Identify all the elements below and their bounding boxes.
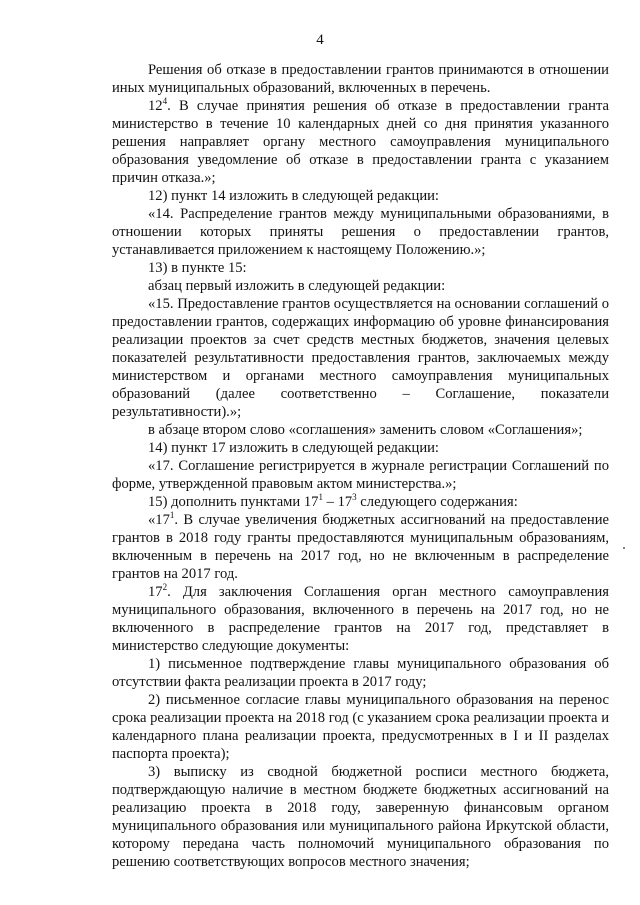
paragraph: 3) выписку из сводной бюджетной росписи местного бюджета, подтверждающую наличие в местном бюджете бюджетных ассигнований на реализацию проекта в 2018 году, заверенную финансовым органом муниципального образования или муниципального района Иркутской области, которому передана часть полномочий муниципального образования по решению соответствующих вопросов местного значения;	[112, 764, 609, 870]
superscript: 1	[169, 510, 175, 521]
paragraph: абзац первый изложить в следующей редакции:	[148, 278, 446, 294]
paragraph: 2) письменное согласие главы муниципального образования на перенос срока реализации проекта на 2018 год (с указанием срока реализации проекта и календарного плана реализации проекта, предусмотренных в I и II разделах паспорта проекта);	[112, 692, 609, 762]
superscript: 1	[318, 492, 323, 503]
paragraph: в абзаце втором слово «соглашения» заменить словом «Соглашения»;	[148, 422, 583, 438]
paragraph: «15. Предоставление грантов осуществляется на основании соглашений о предоставлении грантов, содержащих информацию об уровне финансирования реализации проектов за счет средств местных бюджетов, значения целевых показателей результативности предоставления грантов, заключаемых между министерством и органами местного самоуправления муниципальных образований (далее соответственно – Соглашение, показатели результативности).»;	[112, 296, 609, 420]
paragraph: Решения об отказе в предоставлении грантов принимаются в отношении иных муниципальных образований, включенных в перечень.	[112, 62, 609, 96]
paragraph: 15) дополнить пунктами $17^1 - 17^3$ следующего содержания:	[148, 492, 518, 510]
superscript: 4	[162, 96, 168, 107]
document-body	[112, 61, 609, 871]
paragraph: 13) в пункте 15:	[148, 260, 247, 276]
paragraph: 14) пункт 17 изложить в следующей редакции:	[148, 440, 439, 456]
paragraph: 12) пункт 14 изложить в следующей редакции:	[148, 188, 439, 204]
scan-speck	[623, 547, 625, 549]
superscript: 3	[352, 492, 357, 503]
paragraph: «14. Распределение грантов между муниципальными образованиями, в отношении которых приняты решения о предоставлении грантов, устанавливается приложением к настоящему Положению.»;	[112, 206, 609, 258]
paragraph: «17. Соглашение регистрируется в журнале регистрации Соглашений по форме, утвержденной правовым актом министерства.»;	[112, 458, 609, 492]
superscript: 2	[162, 582, 168, 593]
page-number: 4	[316, 32, 324, 48]
paragraph: «$17^1$. В случае увеличения бюджетных ассигнований на предоставление грантов в 2018 году гранты предоставляются муниципальным образованиям, включенным в перечень на 2017 год, но не включенным в распределение грантов на 2017 год.	[112, 510, 609, 582]
paragraph: $12^4$. В случае принятия решения об отказе в предоставлении гранта министерство в течение 10 календарных дней со дня принятия указанного решения направляет органу местного самоуправления муниципального образования уведомление об отказе в предоставлении гранта с указанием причин отказа.»;	[112, 96, 609, 186]
paragraph: $17^2$. Для заключения Соглашения орган местного самоуправления муниципального образования, включенного в перечень на 2017 год, но не включенного в распределение грантов на 2017 год, представляет в министерство следующие документы:	[112, 582, 609, 654]
paragraph: 1) письменное подтверждение главы муниципального образования об отсутствии факта реализации проекта в 2017 году;	[112, 656, 609, 690]
